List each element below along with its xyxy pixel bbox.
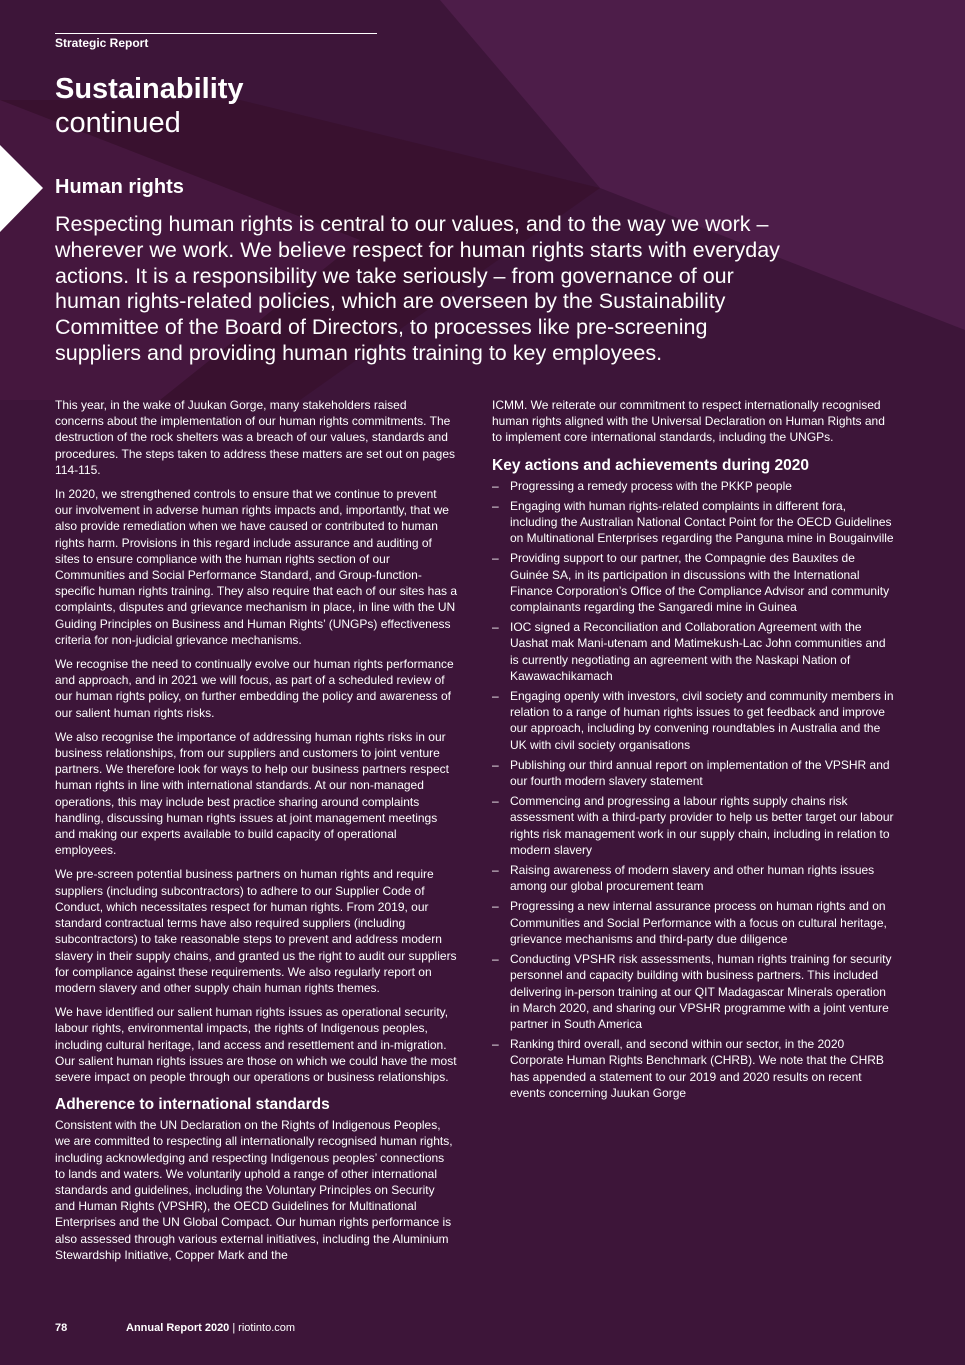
dash-icon: – xyxy=(492,498,499,513)
footer-website-link[interactable]: riotinto.com xyxy=(238,1322,296,1334)
list-item-text: Commencing and progressing a labour rights supply chains risk assessment with a third-party provider to help us better target our labour rights risk management work in our supply chain, including in relation to modern slavery xyxy=(510,794,894,857)
right-column xyxy=(492,397,895,1105)
page-title: Sustainability xyxy=(55,73,244,105)
list-item-text: Engaging openly with investors, civil society and community members in relation to a range of human rights issues to get feedback and improve our approach, including by convening roundtables in Australia and the UK with civil society organisations xyxy=(510,689,894,752)
dash-icon: – xyxy=(492,899,499,914)
list-item xyxy=(492,1036,895,1101)
list-item xyxy=(492,757,895,789)
body-paragraph: We pre-screen potential business partners on human rights and require suppliers (including subcontractors) to adhere to our Supplier Code of Conduct, which necessitates respect for human rights. From 2019, our standard contractual terms have also required suppliers (including subcontractors) to take reasonable steps to prevent and address modern slavery in their supply chains, and granted us the right to audit our suppliers for compliance against these requirements. We also regularly report on modern slavery and other supply chain human rights themes. xyxy=(55,867,457,995)
body-paragraph: We have identified our salient human rights issues as operational security, labour rights, environmental impacts, the rights of Indigenous peoples, including cultural heritage, land access and resettlement and in-migration. Our salient human rights issues are those on which we could have the most severe impact on people through our operations or business relationships. xyxy=(55,1005,457,1084)
dash-icon: – xyxy=(492,551,499,566)
dash-icon: – xyxy=(492,757,499,772)
list-item xyxy=(492,550,895,615)
page-subtitle: continued xyxy=(55,107,181,139)
list-item-text: Providing support to our partner, the Compagnie des Bauxites de Guinée SA, in its participation in discussions with the International Finance Corporation’s Office of the Compliance Advisor and community complainants regarding the Sangaredi mine in Guinea xyxy=(510,551,890,615)
list-item-text: Engaging with human rights-related complaints in different fora, including the Australian National Contact Point for the OECD Guidelines on Multinational Enterprises regarding the Panguna mine in Bougainville xyxy=(510,498,894,546)
list-item xyxy=(492,619,895,684)
list-item-text: Conducting VPSHR risk assessments, human rights training for security personnel and capacity building with business partners. This included delivering in-person training at our QIT Madagascar Minerals operation in March 2020, and sharing our VPSHR programme with a joint venture partner in South America xyxy=(510,952,892,1031)
dash-icon: – xyxy=(492,689,499,704)
list-item xyxy=(492,688,895,753)
list-item-text: Progressing a remedy process with the PKKP people xyxy=(510,478,792,493)
list-item xyxy=(492,951,895,1032)
list-item xyxy=(492,498,895,547)
standards-paragraph: Consistent with the UN Declaration on the Rights of Indigenous Peoples, we are committed to respecting all internationally recognised human rights, including acknowledging and respecting Indigenous peoples’ connections to lands and waters. We voluntarily uphold a range of other international standards and guidelines, including the Voluntary Principles on Security and Human Rights (VPSHR), the OECD Guidelines for Multinational Enterprises and the UN Global Compact. Our human rights performance is also assessed through various external initiatives, including the Aluminium Stewardship Initiative, Copper Mark and the xyxy=(55,1118,453,1262)
list-item-text: Raising awareness of modern slavery and other human rights issues among our global procurement team xyxy=(510,863,875,894)
human-rights-heading: Human rights xyxy=(55,176,184,198)
section-label: Strategic Report xyxy=(55,36,149,50)
dash-icon: – xyxy=(492,952,499,967)
footer-page-number: 78 xyxy=(55,1322,68,1334)
body-paragraph: We also recognise the importance of addressing human rights risks in our business relationships, from our suppliers and customers to joint venture partners. We therefore look for ways to help our business partners respect human rights in line with international standards. At our non-managed operations, this may include best practice sharing around complaints handling, discussing human rights issues at joint management meetings and making our experts available to build capacity of operational employees. xyxy=(55,729,449,858)
list-item xyxy=(492,862,895,894)
dash-icon: – xyxy=(492,863,499,878)
list-item-text: Progressing a new internal assurance process on human rights and on Communities and Social Performance with a focus on cultural heritage, grievance mechanisms and third-party due diligence xyxy=(510,899,887,946)
list-item xyxy=(492,793,895,858)
standards-heading: Adherence to international standards xyxy=(55,1096,330,1114)
dash-icon: – xyxy=(492,620,499,635)
dash-icon: – xyxy=(492,478,499,493)
intro-text: Respecting human rights is central to our values, and to the way we work – wherever we work. We believe respect for human rights starts with everyday actions. It is a responsibility we take seriously – from governance of our human rights-related policies, which are overseen by the Sustainability Committee of the Board of Directors, to processes like pre-screening suppliers and providing human rights training to key employees. xyxy=(55,212,780,365)
human-rights-intro xyxy=(55,212,785,367)
footer-separator: | xyxy=(232,1322,236,1334)
key-actions-list xyxy=(492,478,895,1101)
body-paragraph: We recognise the need to continually evolve our human rights performance and approach, and in 2021 we will focus, as part of a scheduled review of our human rights policy, on further embedding the policy and awareness of our salient human rights risks. xyxy=(55,657,454,720)
list-item-text: Ranking third overall, and second within our sector, in the 2020 Corporate Human Rights Benchmark (CHRB). We note that the CHRB has appended a statement to our 2019 and 2020 results on recent events concerning Juukan Gorge xyxy=(510,1037,884,1100)
footer-report xyxy=(126,1322,295,1334)
left-column xyxy=(55,397,457,1271)
list-item xyxy=(492,898,895,947)
footer-report-name: Annual Report 2020 xyxy=(126,1322,230,1334)
list-item-text: Publishing our third annual report on implementation of the VPSHR and our fourth modern slavery statement xyxy=(510,757,890,789)
top-rule xyxy=(55,33,377,34)
dash-icon: – xyxy=(492,1037,499,1052)
dash-icon: – xyxy=(492,794,499,809)
list-item xyxy=(492,478,895,494)
continuation-paragraph: ICMM. We reiterate our commitment to respect internationally recognised human rights aligned with the Universal Declaration on Human Rights and to implement core international standards, including the UNGPs. xyxy=(492,398,885,445)
list-item-text: IOC signed a Reconciliation and Collaboration Agreement with the Uashat mak Mani-utenam and Matimekush-Lac John communities and is currently negotiating an agreement with the Naskapi Nation of Kawawachikamach xyxy=(510,620,886,683)
key-actions-heading: Key actions and achievements during 2020 xyxy=(492,456,810,474)
body-paragraph: In 2020, we strengthened controls to ensure that we continue to prevent our involvement in adverse human rights impacts and, importantly, that we also provide remediation when we have caused or contributed to human rights harm. Provisions in this regard include assurance and auditing of sites to ensure compliance with the human rights section of our Communities and Social Performance Standard, and Group-function-specific human rights training. They also require that each of our sites has a complaints, disputes and grievance mechanism in place, in line with the UN Guiding Principles on Business and Human Rights’ (UNGPs) effectiveness criteria for non-judicial grievance mechanisms. xyxy=(55,487,457,647)
body-paragraph: This year, in the wake of Juukan Gorge, many stakeholders raised concerns about the implementation of our human rights commitments. The destruction of the rock shelters was a breach of our values, standards and procedures. The steps taken to address these matters are set out on pages 114-115. xyxy=(55,398,456,477)
